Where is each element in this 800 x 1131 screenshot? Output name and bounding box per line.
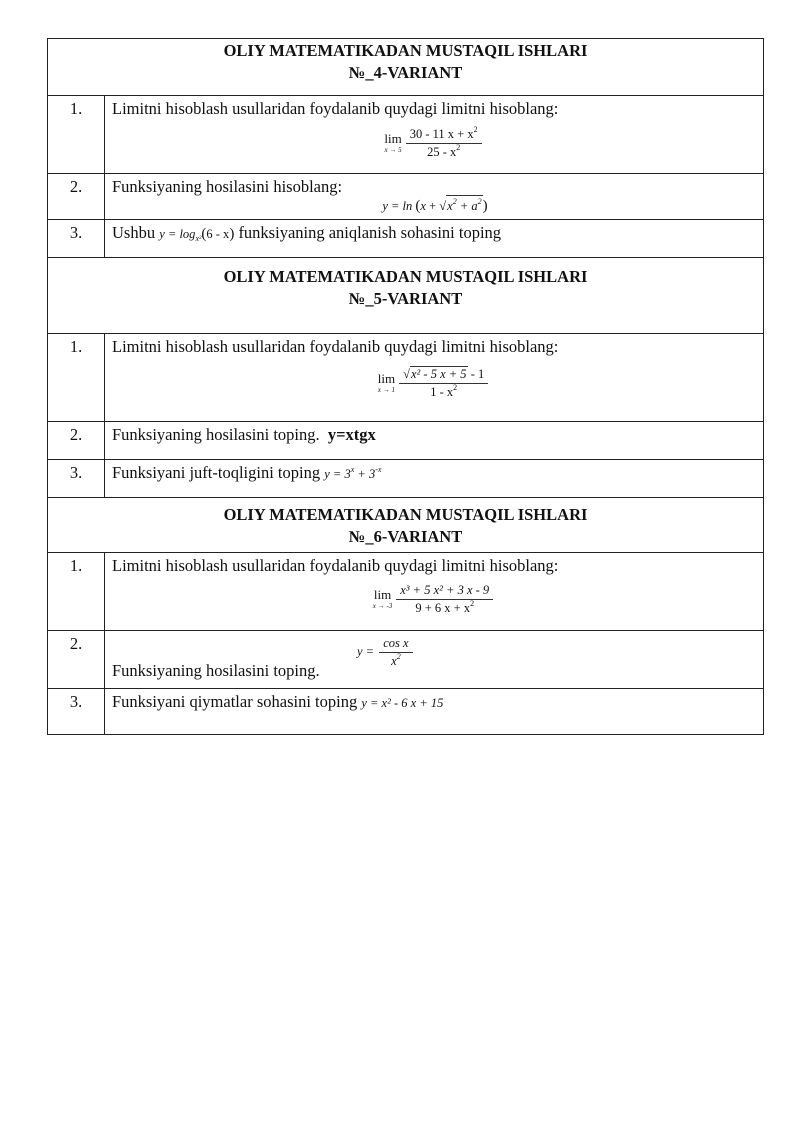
task-2-prompt: Funksiyaning hosilasini hisoblang: <box>112 177 343 196</box>
task-number: 3. <box>48 460 105 498</box>
task-number: 2. <box>48 631 105 689</box>
task-text <box>105 631 764 689</box>
task-number: 1. <box>48 334 105 422</box>
variants-sheet <box>47 38 763 735</box>
variant-6-header <box>48 498 764 553</box>
variant-4-header-row <box>48 39 764 96</box>
task-number: 1. <box>48 96 105 174</box>
v5-parity-formula: $y = 3^x + 3^{-x}$ <box>324 465 382 481</box>
variant-4-task-3 <box>48 220 764 258</box>
task-number: 1. <box>48 553 105 631</box>
task-text <box>105 422 764 460</box>
v4-derivative-formula: $y = \ln (x + √x^2 + a^2)$ <box>382 197 488 214</box>
variant-5-subtitle: №_5-VARIANT <box>348 289 463 308</box>
task-3-prefix: Ushbu <box>112 223 156 242</box>
task-3-prompt: Funksiyani juft-toqligini toping <box>112 463 321 482</box>
v6-range-formula: y = x² - 6 x + 15 <box>361 696 444 710</box>
task-3-suffix: funksiyaning aniqlanish sohasini toping <box>238 223 502 242</box>
task-2-prompt: Funksiyaning hosilasini toping. <box>112 425 320 444</box>
task-text <box>105 334 764 422</box>
variant-5-task-1 <box>48 334 764 422</box>
task-1-prompt: Limitni hisoblash usullaridan foydalanib quydagi limitni hisoblang: <box>112 337 559 356</box>
task-text <box>105 96 764 174</box>
parity-base: y = 3 <box>324 467 351 481</box>
task-1-prompt: Limitni hisoblash usullaridan foydalanib quydagi limitni hisoblang: <box>112 556 559 575</box>
variant-6-header-row <box>48 498 764 553</box>
variant-6-subtitle: №_6-VARIANT <box>348 527 463 546</box>
variant-6-title: OLIY MATEMATIKADAN MUSTAQIL ISHLARI <box>223 505 588 524</box>
task-2-prompt: Funksiyaning hosilasini toping. <box>112 661 320 680</box>
variant-6-task-1 <box>48 553 764 631</box>
variant-5-title: OLIY MATEMATIKADAN MUSTAQIL ISHLARI <box>223 267 588 286</box>
lim-word: lim <box>384 131 402 146</box>
v6-derivative-formula: y = $\frac{\text{cos x}}{x^2}$ <box>357 636 415 669</box>
variant-6-task-3 <box>48 689 764 735</box>
log-base: x² <box>195 234 202 243</box>
v6-limit-formula: lim x → -3 $\frac{\text{x³ + 5 x² + 3 x - 9}}{9 + 6 x + x^2}$ <box>112 583 756 616</box>
lim-word: lim <box>373 587 392 602</box>
task-number: 3. <box>48 220 105 258</box>
variant-5-task-3 <box>48 460 764 498</box>
v4-log-formula: $y = \log_{x^2}(6 - x)$ <box>159 226 235 243</box>
variant-6-task-2 <box>48 631 764 689</box>
v5-limit-formula: lim x → 1 $\frac{\text{√x² - 5 x + 5 - 1}}{1 - x^2}$ <box>112 366 756 400</box>
task-number: 2. <box>48 422 105 460</box>
v4-numerator: 30 - 11 x + x <box>409 127 474 141</box>
lim-subscript: x → 1 <box>377 385 395 394</box>
variant-5-header-row <box>48 258 764 334</box>
task-text <box>105 174 764 220</box>
lim-subscript: x → -3 <box>372 602 393 610</box>
v4-denominator: 25 - x <box>427 145 457 159</box>
v5-radicand: x² - 5 x + 5 <box>410 367 467 381</box>
x-denominator: x <box>391 654 397 668</box>
variant-5-task-2 <box>48 422 764 460</box>
variants-table <box>47 38 764 735</box>
variant-4-task-2 <box>48 174 764 220</box>
v5-function: y=xtgx <box>327 425 376 444</box>
v5-num-tail: - 1 <box>467 367 485 381</box>
v6-numerator: x³ + 5 x² + 3 x - 9 <box>396 583 493 600</box>
lim-subscript: x → 5 <box>384 146 402 154</box>
log-base-text: y = log <box>159 227 196 241</box>
variant-4-task-1 <box>48 96 764 174</box>
variant-4-header <box>48 39 764 96</box>
task-text <box>105 553 764 631</box>
task-text <box>105 460 764 498</box>
task-number: 3. <box>48 689 105 735</box>
v6-denominator: 9 + 6 x + x <box>415 601 471 615</box>
variant-5-header <box>48 258 764 334</box>
log-argument: 6 - x <box>206 227 230 241</box>
task-1-prompt: Limitni hisoblash usullaridan foydalanib quydagi limitni hisoblang: <box>112 99 559 118</box>
variant-4-subtitle: №_4-VARIANT <box>348 63 463 82</box>
v5-denominator: 1 - x <box>430 385 454 399</box>
v4-limit-formula: lim x → 5 $\frac{30 - 11 x + x^2}{25 - x^2}$ <box>112 127 756 160</box>
task-text <box>105 220 764 258</box>
task-number: 2. <box>48 174 105 220</box>
v4-ln: y = ln <box>382 199 413 213</box>
task-text <box>105 689 764 735</box>
task-3-prompt: Funksiyani qiymatlar sohasini toping <box>112 692 358 711</box>
lim-word: lim <box>377 370 396 386</box>
y-equals: y = <box>357 644 375 659</box>
variant-4-title: OLIY MATEMATIKADAN MUSTAQIL ISHLARI <box>223 41 588 60</box>
cos-numerator: cos x <box>379 636 412 653</box>
